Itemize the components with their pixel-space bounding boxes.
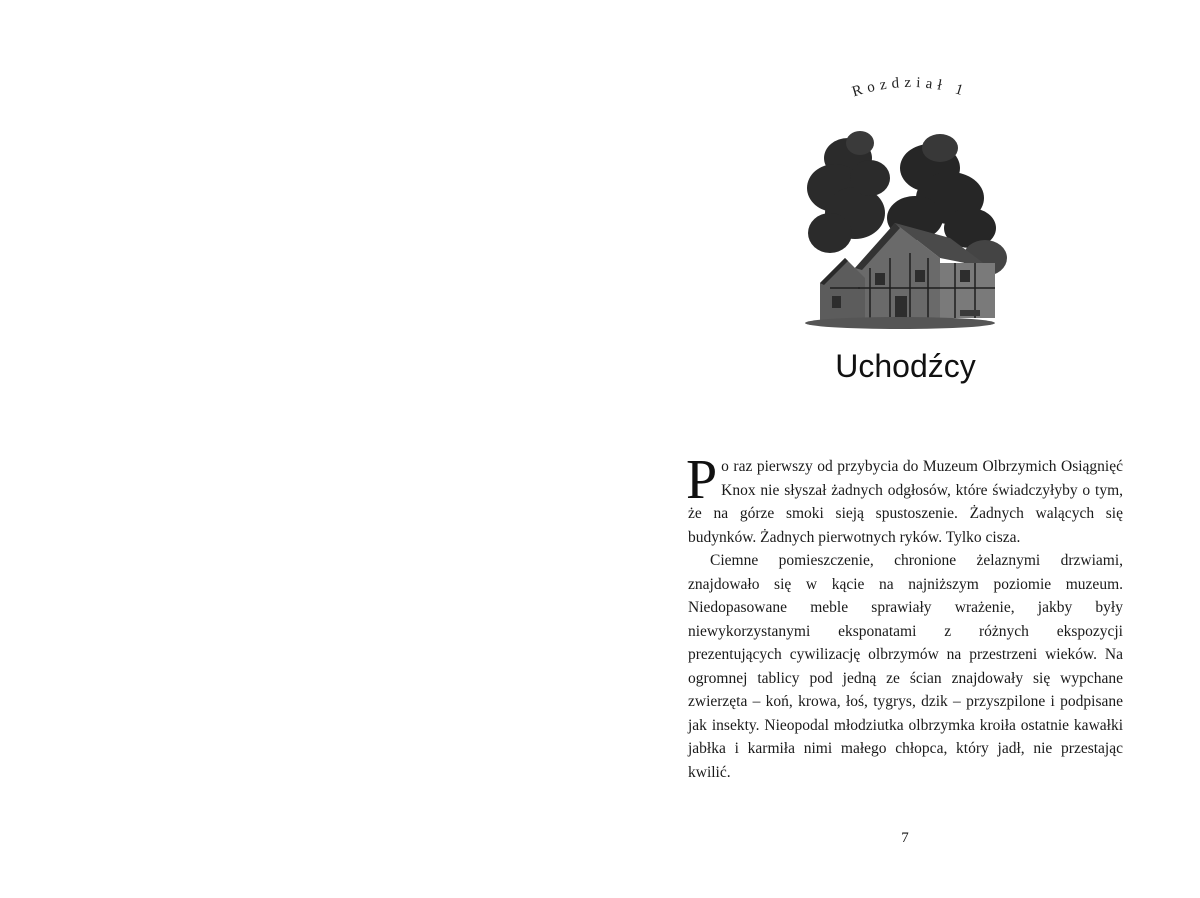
paragraph-2: Ciemne pomieszczenie, chronione żelaznymi drzwiami, znajdowało się w kącie na najniższym poziomie muzeum. Niedopasowane meble sprawiały wrażenie, jakby były niewykorzystanymi eksponatami z różnych ekspozycji prezentujących cywilizację olbrzymów na przestrzeni wieków. Na ogromnej tablicy pod jedną ze ścian znajdowały się wypchane zwierzęta – koń, krowa, łoś, tygrys, dzik – przyszpilone i podpisane jak insekty. Nieopodal młodziutka olbrzymka kroiła ostatnie kawałki jabłka i karmiła nimi małego chłopca, który jadł, nie przestając kwilić. xyxy=(688,552,1123,781)
page-number: 7 xyxy=(901,830,909,846)
smoke-cloud-left xyxy=(807,131,890,253)
chapter-body-text xyxy=(686,449,1123,784)
chapter-label-text: Rozdział 1 xyxy=(850,74,970,101)
paragraph-1-text: o raz pierwszy od przybycia do Muzeum Olbrzymich Osiągnięć Knox nie słyszał żadnych odgłosów, które świadczyłyby o tym, że na górze smoki sieją spustoszenie. Żadnych walących się budynków. Żadnych pierwotnych ryków. Tylko cisza. xyxy=(688,458,1123,546)
burning-house-illustration xyxy=(800,118,1015,338)
right-page xyxy=(600,0,1200,898)
svg-text:Rozdział 1 xyxy=(850,75,969,100)
paragraph-1 xyxy=(686,449,1123,549)
chapter-title: Uchodźcy xyxy=(835,348,976,384)
drop-cap: P xyxy=(686,449,718,511)
